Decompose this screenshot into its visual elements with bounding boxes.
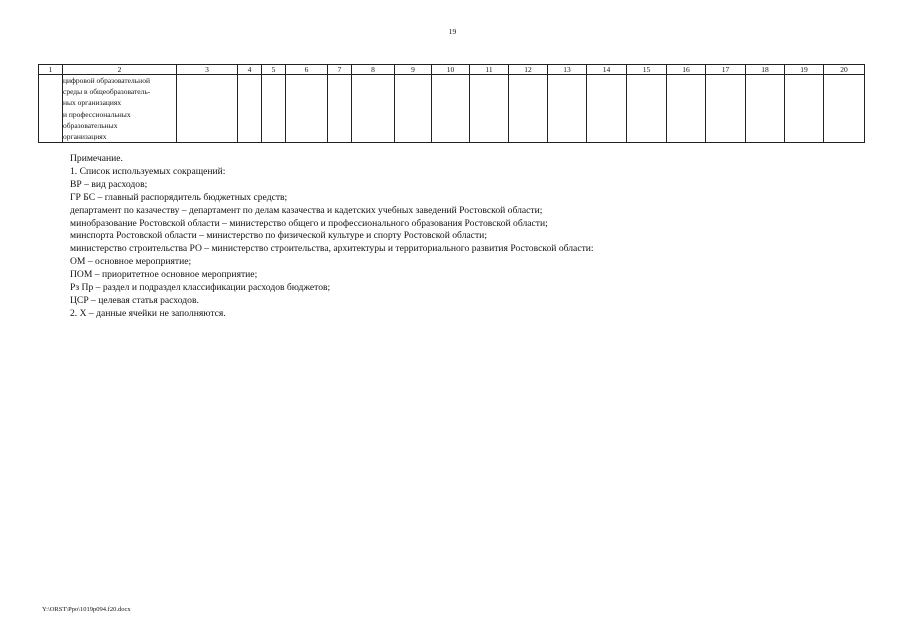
table-cell <box>238 75 262 143</box>
column-header: 7 <box>328 65 352 75</box>
note-line: департамент по казачеству – департамент по делам казачества и кадетских учебных заведений Ростовской области; <box>70 204 543 216</box>
note-line: ГР БС – главный распорядитель бюджетных средств; <box>70 191 288 203</box>
column-header: 17 <box>706 65 746 75</box>
column-header: 18 <box>746 65 785 75</box>
note-line: ЦСР – целевая статья расходов. <box>70 294 199 306</box>
table-cell <box>262 75 286 143</box>
column-header: 1 <box>39 65 63 75</box>
column-header: 12 <box>509 65 548 75</box>
column-header: 4 <box>238 65 262 75</box>
measure-name-line: цифровой образовательной <box>63 76 150 85</box>
measure-name-line: среды в общеобразователь- <box>63 87 151 97</box>
table-cell <box>746 75 785 143</box>
column-header: 9 <box>395 65 432 75</box>
page-number: 19 <box>448 27 457 36</box>
table-row <box>39 75 865 143</box>
column-header: 20 <box>824 65 865 75</box>
table-cell <box>785 75 824 143</box>
table-cell <box>824 75 865 143</box>
column-header: 14 <box>587 65 627 75</box>
table-cell <box>177 75 238 143</box>
measure-name-line: и профессиональных <box>63 109 131 119</box>
note-line: ПОМ – приоритетное основное мероприятие; <box>70 269 258 281</box>
column-header: 11 <box>470 65 509 75</box>
table-cell <box>432 75 470 143</box>
column-header: 16 <box>667 65 706 75</box>
note-line: минспорта Ростовской области – министерство по физической культуре и спорту Ростовской области; <box>70 230 487 242</box>
measure-name-line: ных организациях <box>63 98 122 108</box>
table-cell <box>627 75 667 143</box>
column-header: 6 <box>286 65 328 75</box>
budget-table <box>38 64 865 143</box>
column-header: 10 <box>432 65 470 75</box>
table-cell <box>395 75 432 143</box>
column-header: 19 <box>785 65 824 75</box>
column-header: 3 <box>177 65 238 75</box>
note-line: ОМ – основное мероприятие; <box>70 256 192 268</box>
notes-title: Примечание. <box>70 153 123 164</box>
table-cell <box>286 75 328 143</box>
column-header: 8 <box>352 65 395 75</box>
note-line: министерство строительства РО – министерство строительства, архитектуры и территориального развития Ростовской области: <box>70 243 594 255</box>
table-header-row <box>39 65 865 75</box>
measure-name-line: образовательных <box>63 120 118 130</box>
column-header: 15 <box>627 65 667 75</box>
note-line: Рз Пр – раздел и подраздел классификации расходов бюджетов; <box>70 282 331 294</box>
table-cell <box>667 75 706 143</box>
note-line: ВР – вид расходов; <box>70 178 148 190</box>
column-header: 5 <box>262 65 286 75</box>
column-header: 13 <box>548 65 587 75</box>
table-cell <box>470 75 509 143</box>
note-line: минобразование Ростовской области – министерство общего и профессионального образования Ростовской области; <box>70 217 548 229</box>
note-line: 2. Х – данные ячейки не заполняются. <box>70 307 226 319</box>
table-cell <box>706 75 746 143</box>
note-line: 1. Список используемых сокращений: <box>70 165 226 177</box>
table-cell <box>587 75 627 143</box>
table-cell <box>328 75 352 143</box>
measure-name-line: организациях <box>63 132 107 142</box>
table-cell <box>548 75 587 143</box>
table-cell <box>509 75 548 143</box>
table-cell <box>352 75 395 143</box>
column-header: 2 <box>63 65 177 75</box>
table-cell <box>39 75 63 143</box>
notes-section <box>70 153 594 321</box>
measure-name-cell <box>63 75 177 143</box>
footer-file-path: Y:\ORST\Ppo\1019p094.f20.docx <box>42 606 131 613</box>
